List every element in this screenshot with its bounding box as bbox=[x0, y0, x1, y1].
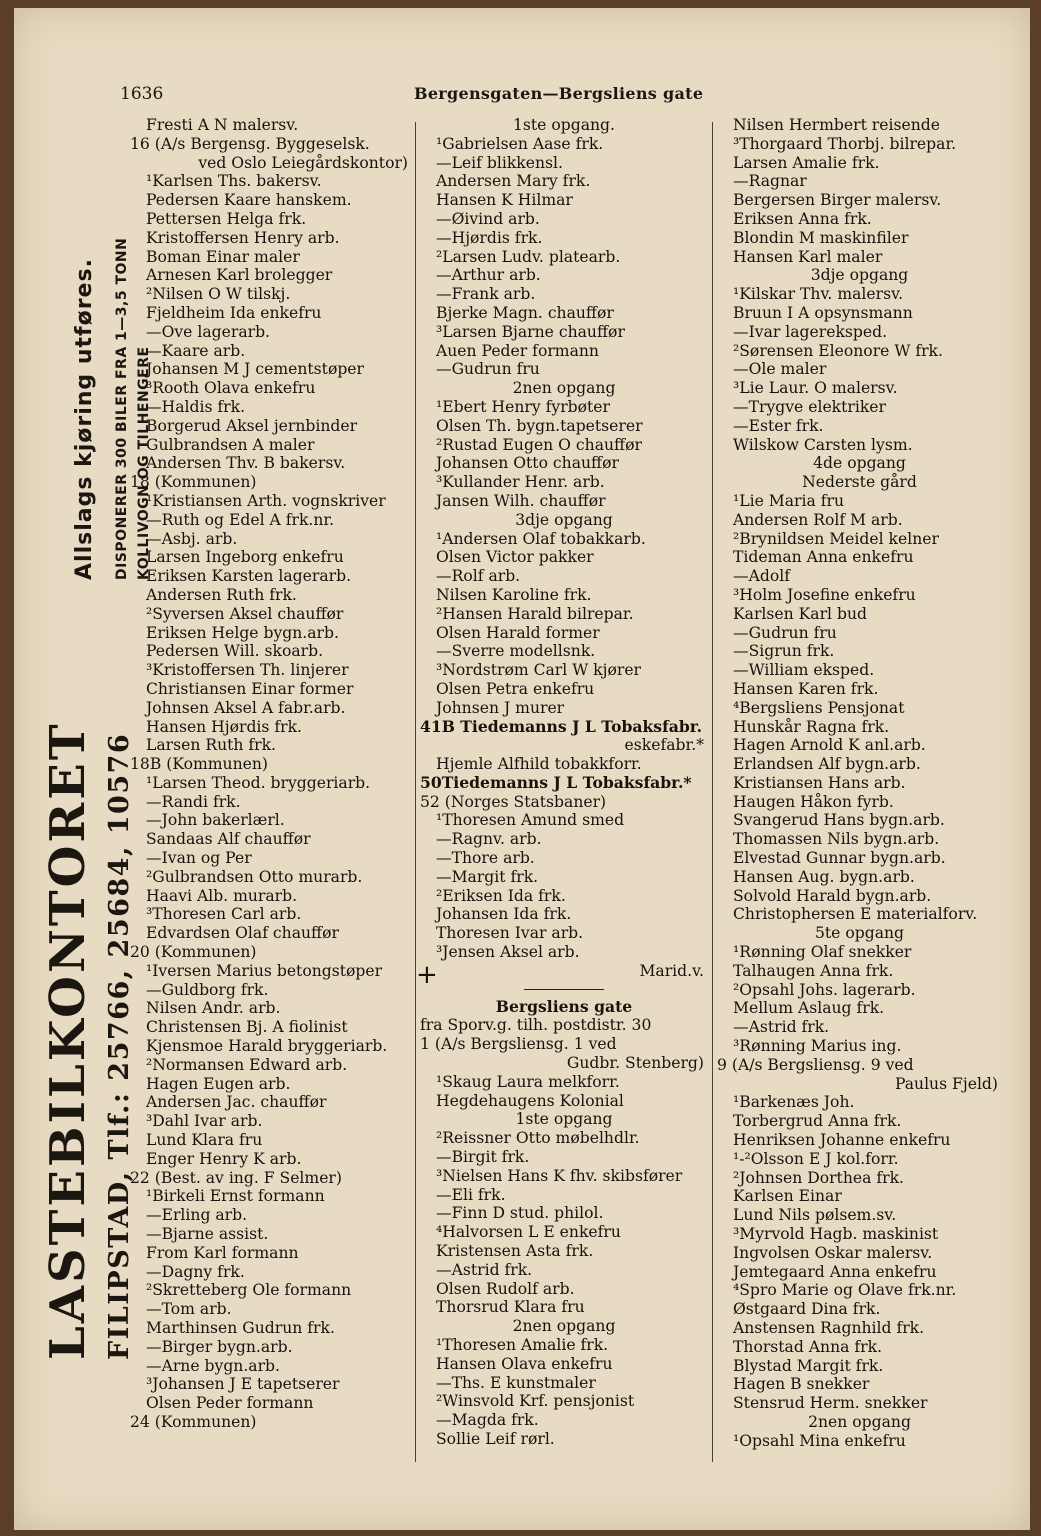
directory-entry: Hegdehaugens Kolonial bbox=[436, 1091, 624, 1110]
directory-entry: Kristoffersen Henry arb. bbox=[146, 228, 340, 247]
directory-entry: Nilsen Karoline frk. bbox=[436, 585, 592, 604]
directory-entry: Hansen Karl maler bbox=[733, 247, 883, 266]
directory-entry: ²Opsahl Johs. lagerarb. bbox=[733, 980, 916, 999]
directory-entry: ²Winsvold Krf. pensjonist bbox=[436, 1392, 635, 1411]
directory-entry: Bergersen Birger malersv. bbox=[733, 191, 942, 210]
directory-entry: Paulus Fjeld) bbox=[894, 1074, 998, 1093]
directory-entry: ¹Gabrielsen Aase frk. bbox=[436, 134, 604, 153]
directory-entry: Bjerke Magn. chauffør bbox=[436, 303, 614, 322]
directory-entry: 24 (Kommunen) bbox=[130, 1412, 257, 1431]
directory-entry: Larsen Ruth frk. bbox=[146, 736, 277, 755]
directory-entry: Andersen Jac. chauffør bbox=[146, 1093, 327, 1112]
directory-entry: From Karl formann bbox=[146, 1243, 299, 1262]
directory-entry: ved Oslo Leiegårdskontor) bbox=[198, 153, 408, 172]
directory-entry: Østgaard Dina frk. bbox=[733, 1300, 881, 1319]
directory-entry: Hagen B snekker bbox=[733, 1375, 870, 1394]
directory-entry: Fjeldheim Ida enkefru bbox=[146, 303, 322, 322]
directory-entry: Andersen Ruth frk. bbox=[146, 585, 297, 604]
directory-entry: ³Larsen Bjarne chauffør bbox=[436, 322, 625, 341]
directory-entry: ²Normansen Edward arb. bbox=[146, 1055, 348, 1074]
directory-entry: 41B Tiedemanns J L Tobaksfabr. bbox=[420, 717, 703, 736]
directory-entry: ²Larsen Ludv. platearb. bbox=[436, 247, 621, 266]
directory-entry: —Adolf bbox=[733, 567, 790, 586]
directory-entry: 52 (Norges Statsbaner) bbox=[420, 792, 607, 811]
directory-entry: ³Myrvold Hagb. maskinist bbox=[733, 1225, 939, 1244]
directory-entry: ³Kristoffersen Th. linjerer bbox=[146, 661, 349, 680]
directory-entry: Sandaas Alf chauffør bbox=[146, 830, 311, 849]
page-number: 1636 bbox=[120, 84, 164, 104]
directory-entry: —Birger bygn.arb. bbox=[146, 1337, 293, 1356]
directory-entry: Lund Klara fru bbox=[146, 1131, 263, 1150]
directory-entry: —Ragnv. arb. bbox=[436, 830, 542, 849]
directory-entry: Boman Einar maler bbox=[146, 247, 300, 266]
directory-entry: ³Thorgaard Thorbj. bilrepar. bbox=[733, 134, 957, 153]
directory-entry: Lund Nils pølsem.sv. bbox=[733, 1206, 897, 1225]
directory-entry: 20 (Kommunen) bbox=[130, 943, 257, 962]
directory-entry: Johansen Ida frk. bbox=[436, 905, 572, 924]
directory-entry: 2nen opgang bbox=[512, 1317, 616, 1336]
directory-entry: Kjensmoe Harald bryggeriarb. bbox=[146, 1037, 388, 1056]
directory-entry: —Asbj. arb. bbox=[146, 529, 238, 548]
directory-entry: ⁴Halvorsen L E enkefru bbox=[436, 1223, 621, 1242]
directory-entry: ³Jensen Aksel arb. bbox=[436, 943, 580, 962]
directory-entry: Andersen Rolf M arb. bbox=[733, 510, 903, 529]
directory-entry: Christensen Bj. A fiolinist bbox=[146, 1018, 348, 1037]
directory-entry: ¹Iversen Marius betongstøper bbox=[146, 961, 383, 980]
directory-entry: Pedersen Kaare hanskem. bbox=[146, 191, 352, 210]
directory-entry: 5te opgang bbox=[814, 924, 905, 943]
directory-entry: Johnsen Aksel A fabr.arb. bbox=[146, 698, 346, 717]
directory-entry: Kristensen Asta frk. bbox=[436, 1242, 594, 1261]
directory-entry: —Ester frk. bbox=[733, 416, 824, 435]
directory-entry: Pedersen Will. skoarb. bbox=[146, 642, 324, 661]
column-divider bbox=[712, 122, 713, 1462]
directory-entry: —Arne bygn.arb. bbox=[146, 1356, 281, 1375]
directory-entry: ³Holm Josefine enkefru bbox=[733, 585, 916, 604]
directory-entry: Gulbrandsen A maler bbox=[146, 435, 315, 454]
directory-entry: Hagen Arnold K anl.arb. bbox=[733, 736, 926, 755]
directory-entry: Larsen Amalie frk. bbox=[733, 153, 880, 172]
directory-entry: —Sigrun frk. bbox=[733, 642, 835, 661]
section-divider bbox=[524, 989, 604, 990]
directory-entry: —Astrid frk. bbox=[436, 1260, 533, 1279]
directory-entry: 4de opgang bbox=[813, 454, 906, 473]
directory-entry: Johansen Otto chauffør bbox=[436, 454, 619, 473]
directory-entry: 1 (A/s Bergsliensg. 1 ved bbox=[420, 1035, 617, 1054]
directory-entry: 1ste opgang. bbox=[512, 116, 615, 134]
directory-entry: Eriksen Anna frk. bbox=[733, 209, 872, 228]
directory-entry: Hansen Hjørdis frk. bbox=[146, 717, 303, 736]
directory-entry: Olsen Th. bygn.tapetserer bbox=[436, 416, 643, 435]
directory-entry: —Gudrun fru bbox=[733, 623, 837, 642]
directory-entry: ¹Thoresen Amund smed bbox=[436, 811, 625, 830]
directory-entry: Nilsen Andr. arb. bbox=[146, 999, 281, 1018]
directory-entry: Edvardsen Olaf chauffør bbox=[146, 924, 339, 943]
directory-entry: —Margit frk. bbox=[436, 867, 539, 886]
directory-entry: ²Johnsen Dorthea frk. bbox=[733, 1168, 904, 1187]
directory-entry: Hagen Eugen arb. bbox=[146, 1074, 291, 1093]
directory-entry: Haugen Håkon fyrb. bbox=[733, 792, 894, 811]
directory-entry: Erlandsen Alf bygn.arb. bbox=[733, 755, 921, 774]
directory-entry: —Rolf arb. bbox=[436, 567, 521, 586]
ad-slogan: Allslags kjøring utføres. bbox=[72, 258, 97, 580]
directory-entry: 22 (Best. av ing. F Selmer) bbox=[130, 1168, 342, 1187]
directory-entry: 3dje opgang bbox=[810, 266, 909, 285]
directory-entry: ²Syversen Aksel chauffør bbox=[146, 604, 344, 623]
directory-entry: —Astrid frk. bbox=[733, 1018, 830, 1037]
directory-entry: —Magda frk. bbox=[436, 1411, 539, 1430]
directory-entry: ¹Barkenæs Joh. bbox=[733, 1093, 855, 1112]
directory-entry: —Leif blikkensl. bbox=[436, 153, 563, 172]
directory-entry: Larsen Ingeborg enkefru bbox=[146, 548, 344, 567]
directory-entry: Solvold Harald bygn.arb. bbox=[733, 886, 932, 905]
directory-entry: Hansen Aug. bygn.arb. bbox=[733, 867, 915, 886]
directory-entry: ¹Karlsen Ths. bakersv. bbox=[146, 172, 322, 191]
directory-entry: Hjemle Alfhild tobakkforr. bbox=[436, 755, 642, 774]
directory-entry: ¹Kilskar Thv. malersv. bbox=[733, 285, 904, 304]
directory-entry: Karlsen Einar bbox=[733, 1187, 842, 1206]
directory-entry: Johansen M J cementstøper bbox=[146, 360, 364, 379]
directory-entry: ³Thoresen Carl arb. bbox=[146, 905, 302, 924]
directory-entry: Jansen Wilh. chauffør bbox=[436, 491, 606, 510]
directory-entry: Anstensen Ragnhild frk. bbox=[733, 1319, 925, 1337]
ad-company-name: LASTEBILKONTORET bbox=[40, 721, 96, 1360]
directory-entry: Ingvolsen Oskar malersv. bbox=[733, 1243, 933, 1262]
directory-entry: Haavi Alb. murarb. bbox=[146, 886, 298, 905]
directory-entry: ³Rønning Marius ing. bbox=[733, 1037, 902, 1056]
directory-entry: —Arthur arb. bbox=[436, 266, 541, 285]
directory-entry: ³Kullander Henr. arb. bbox=[436, 473, 605, 492]
directory-entry: ¹Andersen Olaf tobakkarb. bbox=[436, 529, 646, 548]
directory-entry: —Ths. E kunstmaler bbox=[436, 1373, 596, 1392]
directory-entry: ⁴Spro Marie og Olave frk.nr. bbox=[733, 1281, 957, 1300]
directory-entry: —Øivind arb. bbox=[436, 209, 540, 228]
directory-entry: Hansen Olava enkefru bbox=[436, 1354, 613, 1373]
directory-entry: 3dje opgang bbox=[515, 510, 613, 529]
directory-entry: —John bakerlærl. bbox=[146, 811, 285, 830]
directory-entry: ²Rustad Eugen O chauffør bbox=[436, 435, 642, 454]
directory-entry: 16 (A/s Bergensg. Byggeselsk. bbox=[130, 134, 370, 153]
directory-entry: ³Rooth Olava enkefru bbox=[146, 379, 316, 398]
directory-entry: 18 (Kommunen) bbox=[130, 473, 257, 492]
directory-entry: ⁴Bergsliens Pensjonat bbox=[733, 698, 905, 717]
directory-entry: —Hjørdis frk. bbox=[436, 228, 543, 247]
directory-entry: Johnsen J murer bbox=[436, 698, 565, 717]
directory-entry: Henriksen Johanne enkefru bbox=[733, 1131, 951, 1150]
directory-entry: Jemtegaard Anna enkefru bbox=[733, 1262, 937, 1281]
directory-entry: Karlsen Karl bud bbox=[733, 604, 867, 623]
directory-entry: Torbergrud Anna frk. bbox=[733, 1112, 902, 1131]
directory-entry: 1ste opgang bbox=[515, 1110, 613, 1129]
directory-entry: —Frank arb. bbox=[436, 285, 536, 304]
directory-entry: ¹Larsen Theod. bryggeriarb. bbox=[146, 773, 371, 792]
directory-entry: ¹-²Olsson E J kol.forr. bbox=[733, 1149, 899, 1168]
directory-entry: Wilskow Carsten lysm. bbox=[733, 435, 913, 454]
directory-entry: ¹Lie Maria fru bbox=[733, 491, 845, 510]
directory-entry: Nilsen Hermbert reisende bbox=[733, 116, 940, 134]
directory-entry: Enger Henry K arb. bbox=[146, 1149, 302, 1168]
directory-entry: ³Johansen J E tapetserer bbox=[146, 1375, 340, 1394]
directory-entry: Marid.v. bbox=[639, 961, 704, 980]
directory-entry: Hunskår Ragna frk. bbox=[733, 717, 890, 736]
directory-entry: —Gudrun fru bbox=[436, 360, 540, 379]
directory-entry: —Ove lagerarb. bbox=[146, 322, 271, 341]
directory-entry: 2nen opgang bbox=[808, 1412, 911, 1431]
directory-entry: —Ragnar bbox=[733, 172, 807, 191]
directory-entry: —Randi frk. bbox=[146, 792, 241, 811]
directory-entry: ²Brynildsen Meidel kelner bbox=[733, 529, 939, 548]
directory-entry: ¹Opsahl Mina enkefru bbox=[733, 1431, 906, 1450]
directory-entry: Pettersen Helga frk. bbox=[146, 209, 307, 228]
directory-entry: Talhaugen Anna frk. bbox=[733, 961, 894, 980]
directory-entry: Olsen Harald former bbox=[436, 623, 600, 642]
directory-entry: —Haldis frk. bbox=[146, 397, 246, 416]
directory-entry: Bergsliens gate bbox=[495, 997, 633, 1016]
directory-entry: ¹Birkeli Ernst formann bbox=[146, 1187, 325, 1206]
directory-entry: —Bjarne assist. bbox=[146, 1225, 269, 1244]
page-title: Bergensgaten—Bergsliens gate bbox=[414, 84, 704, 103]
directory-entry: Mellum Aslaug frk. bbox=[733, 999, 885, 1018]
directory-entry: ²Hansen Harald bilrepar. bbox=[436, 604, 634, 623]
directory-entry: Eriksen Karsten lagerarb. bbox=[146, 567, 352, 586]
directory-entry: Gudbr. Stenberg) bbox=[566, 1054, 704, 1073]
directory-column-1 bbox=[130, 116, 412, 1466]
directory-entry: Thorstad Anna frk. bbox=[733, 1337, 883, 1356]
directory-entry: Auen Peder formann bbox=[436, 341, 599, 360]
directory-entry: —Dagny frk. bbox=[146, 1262, 245, 1281]
directory-entry: —Ruth og Edel A frk.nr. bbox=[146, 510, 335, 529]
directory-entry: Nederste gård bbox=[802, 473, 917, 492]
directory-entry: ¹Ebert Henry fyrbøter bbox=[436, 397, 610, 416]
directory-entry: ²Sørensen Eleonore W frk. bbox=[733, 341, 943, 360]
directory-entry: 18B (Kommunen) bbox=[130, 755, 268, 774]
directory-entry: —Finn D stud. philol. bbox=[436, 1204, 604, 1223]
directory-entry: ²Skretteberg Ole formann bbox=[146, 1281, 352, 1300]
margin-cross-mark: + bbox=[416, 960, 438, 990]
directory-entry: —Guldborg frk. bbox=[146, 980, 269, 999]
directory-entry: —Trygve elektriker bbox=[733, 397, 886, 416]
directory-entry: Olsen Victor pakker bbox=[436, 548, 594, 567]
directory-entry: 50Tiedemanns J L Tobaksfabr.* bbox=[420, 773, 692, 792]
directory-entry: Hansen Karen frk. bbox=[733, 679, 879, 698]
directory-entry: Bruun I A opsynsmann bbox=[733, 303, 913, 322]
page-header bbox=[120, 84, 710, 108]
directory-entry: —Thore arb. bbox=[436, 849, 535, 868]
directory-entry: ¹Kristiansen Arth. vognskriver bbox=[146, 491, 386, 510]
directory-entry: Svangerud Hans bygn.arb. bbox=[733, 811, 945, 830]
directory-entry: —Ivar lagereksped. bbox=[733, 322, 888, 341]
directory-entry: —Tom arb. bbox=[146, 1300, 232, 1319]
directory-entry: —Birgit frk. bbox=[436, 1148, 530, 1167]
directory-entry: Borgerud Aksel jernbinder bbox=[146, 416, 358, 435]
directory-entry: Arnesen Karl brolegger bbox=[146, 266, 333, 285]
directory-entry: Christophersen E materialforv. bbox=[733, 905, 978, 924]
directory-entry: —William eksped. bbox=[733, 661, 875, 680]
directory-entry: ¹Rønning Olaf snekker bbox=[733, 943, 912, 962]
directory-entry: Fresti A N malersv. bbox=[146, 116, 299, 134]
ad-fleet-line: DISPONERER 300 BILER FRA 1—3,5 TONN bbox=[114, 237, 130, 580]
directory-entry: Thomassen Nils bygn.arb. bbox=[733, 830, 940, 849]
directory-entry: Kristiansen Hans arb. bbox=[733, 773, 906, 792]
directory-entry: ³Nordstrøm Carl W kjører bbox=[436, 661, 641, 680]
directory-entry: eskefabr.* bbox=[624, 736, 704, 755]
directory-entry: Eriksen Helge bygn.arb. bbox=[146, 623, 339, 642]
directory-entry: Olsen Peder formann bbox=[146, 1394, 314, 1413]
directory-entry: Blondin M maskinfiler bbox=[733, 228, 909, 247]
directory-entry: Olsen Rudolf arb. bbox=[436, 1279, 575, 1298]
directory-entry: —Erling arb. bbox=[146, 1206, 248, 1225]
directory-entry: Blystad Margit frk. bbox=[733, 1356, 884, 1375]
directory-entry: Hansen K Hilmar bbox=[436, 191, 573, 210]
directory-entry: ²Gulbrandsen Otto murarb. bbox=[146, 867, 363, 886]
directory-entry: —Ivan og Per bbox=[146, 849, 252, 868]
directory-entry: 9 (A/s Bergsliensg. 9 ved bbox=[717, 1055, 914, 1074]
directory-entry: ³Dahl Ivar arb. bbox=[146, 1112, 263, 1131]
directory-entry: Thoresen Ivar arb. bbox=[436, 924, 584, 943]
directory-entry: fra Sporv.g. tilh. postdistr. 30 bbox=[420, 1016, 652, 1035]
directory-entry: Olsen Petra enkefru bbox=[436, 679, 595, 698]
directory-entry: —Kaare arb. bbox=[146, 341, 246, 360]
directory-entry: Elvestad Gunnar bygn.arb. bbox=[733, 849, 946, 868]
directory-entry: ²Nilsen O W tilskj. bbox=[146, 285, 291, 304]
directory-entry: ²Reissner Otto møbelhdlr. bbox=[436, 1129, 640, 1148]
column-divider bbox=[415, 122, 416, 1462]
directory-entry: Sollie Leif rørl. bbox=[436, 1429, 555, 1448]
directory-entry: Stensrud Herm. snekker bbox=[733, 1394, 928, 1413]
directory-column-3 bbox=[717, 116, 1002, 1466]
directory-entry: Thorsrud Klara fru bbox=[436, 1298, 585, 1317]
directory-entry: Tideman Anna enkefru bbox=[733, 548, 914, 567]
directory-entry: Andersen Thv. B bakersv. bbox=[146, 454, 346, 473]
directory-entry: ³Nielsen Hans K fhv. skibsfører bbox=[436, 1166, 683, 1185]
directory-entry: ²Eriksen Ida frk. bbox=[436, 886, 566, 905]
directory-entry: —Ole maler bbox=[733, 360, 827, 379]
side-advertisement bbox=[32, 180, 152, 1370]
directory-entry: —Eli frk. bbox=[436, 1185, 506, 1204]
directory-entry: Marthinsen Gudrun frk. bbox=[146, 1319, 335, 1337]
directory-entry: ³Lie Laur. O malersv. bbox=[733, 379, 898, 398]
directory-entry: Christiansen Einar former bbox=[146, 679, 354, 698]
directory-entry: —Sverre modellsnk. bbox=[436, 642, 596, 661]
directory-entry: 2nen opgang bbox=[512, 379, 616, 398]
directory-column-2 bbox=[420, 116, 708, 1466]
ad-trailer-line: KOLLIVOGN OG TILHENGERE bbox=[136, 346, 152, 580]
directory-entry: ¹Skaug Laura melkforr. bbox=[436, 1072, 620, 1091]
directory-entry: ¹Thoresen Amalie frk. bbox=[436, 1336, 609, 1354]
ad-phone-line: FILIPSTAD, Tlf.: 25766, 25684, 10576 bbox=[104, 732, 135, 1360]
directory-entry: Andersen Mary frk. bbox=[436, 172, 591, 191]
